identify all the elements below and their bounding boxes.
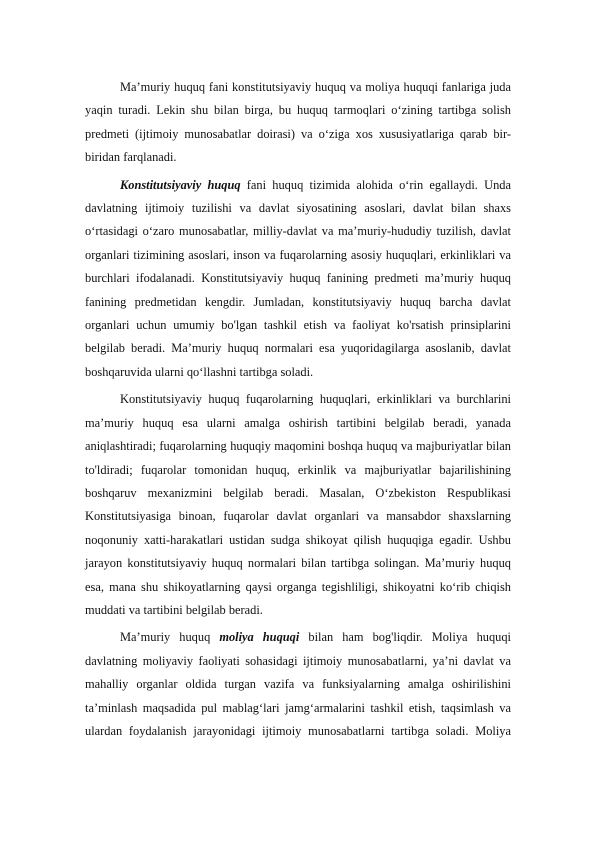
- emphasis-term: Konstitutsiyaviy huquq: [120, 177, 241, 192]
- paragraph-text: bilan ham bog'liqdir. Moliya huquqi davlatning moliyaviy faoliyati sohasidagi ijtimoiy munosabatlarni, ya’ni davlat va mahalliy organlar oldida turgan vazifa va funksiyalarning amalga oshirilishini ta’minlash maqsadida pul mablag‘lari jamg‘armalarini tashkil etish, taqsimlash va ulardan foydalanish jarayonidagi ijtimoiy munosabatlarni tartibga soladi. Moliya: [85, 630, 511, 738]
- paragraph-text: Ma’muriy huquq fani konstitutsiyaviy huquq va moliya huquqi fanlariga juda yaqin turadi. Lekin shu bilan birga, bu huquq tarmoqlari o‘zining tartibga solish predmeti (ijtimoiy munosabatlar doirasi) va o‘ziga xos xususiyatlariga qarab bir-biridan farqlanadi.: [85, 80, 511, 165]
- paragraph-intro: [85, 76, 511, 170]
- paragraph-text: fani huquq tizimida alohida o‘rin egallaydi. Unda davlatning ijtimoiy tuzilishi va davlat siyosatining asoslari, davlat bilan shaxs o‘rtasidagi o‘zaro munosabatlar, milliy-davlat va ma’muriy-hududiy tuzilish, davlat organlari tizimining asoslari, inson va fuqarolarning asosiy huquqlari, erkinliklari va burchlari ifodalanadi. Konstitutsiyaviy huquq fanining predmeti ma’muriy huquq fanining predmetidan kengdir. Jumladan, konstitutsiyaviy huquq barcha davlat organlari uchun umumiy bo'lgan tashkil etish va faoliyat ko'rsatish prinsiplarini belgilab beradi. Ma’muriy huquq normalari esa yuqoridagilarga asoslanib, davlat boshqaruvida ularni qo‘llashni tartibga soladi.: [85, 177, 511, 379]
- emphasis-term: moliya huquqi: [219, 630, 300, 645]
- paragraph-citizens-rights: [85, 388, 511, 622]
- paragraph-constitutional-law: [85, 174, 511, 385]
- document-page: [85, 76, 511, 743]
- paragraph-financial-law: [85, 626, 511, 743]
- paragraph-text: Konstitutsiyaviy huquq fuqarolarning huquqlari, erkinliklari va burchlarini ma’muriy huquq esa ularni amalga oshirish tartibini belgilab beradi, yanada aniqlashtiradi; fuqarolarning huquqiy maqomini boshqa huquq va majburiyatlar bilan to'ldiradi; fuqarolar tomonidan huquq, erkinlik va majburiyatlar bajarilishining boshqaruv mexanizmini belgilab beradi. Masalan, O‘zbekiston Respublikasi Konstitutsiyasiga binoan, fuqarolar davlat organlari va mansabdor shaxslarning noqonuniy xatti-harakatlari ustidan sudga shikoyat qilish huquqiga egadir. Ushbu jarayon konstitutsiyaviy huquq normalari bilan tartibga solingan. Ma’muriy huquq esa, mana shu shikoyatlarning qaysi organga tegishliligi, shikoyatni ko‘rib chiqish muddati va tartibini belgilab beradi.: [85, 392, 511, 617]
- paragraph-text-before: Ma’muriy huquq: [120, 630, 220, 645]
